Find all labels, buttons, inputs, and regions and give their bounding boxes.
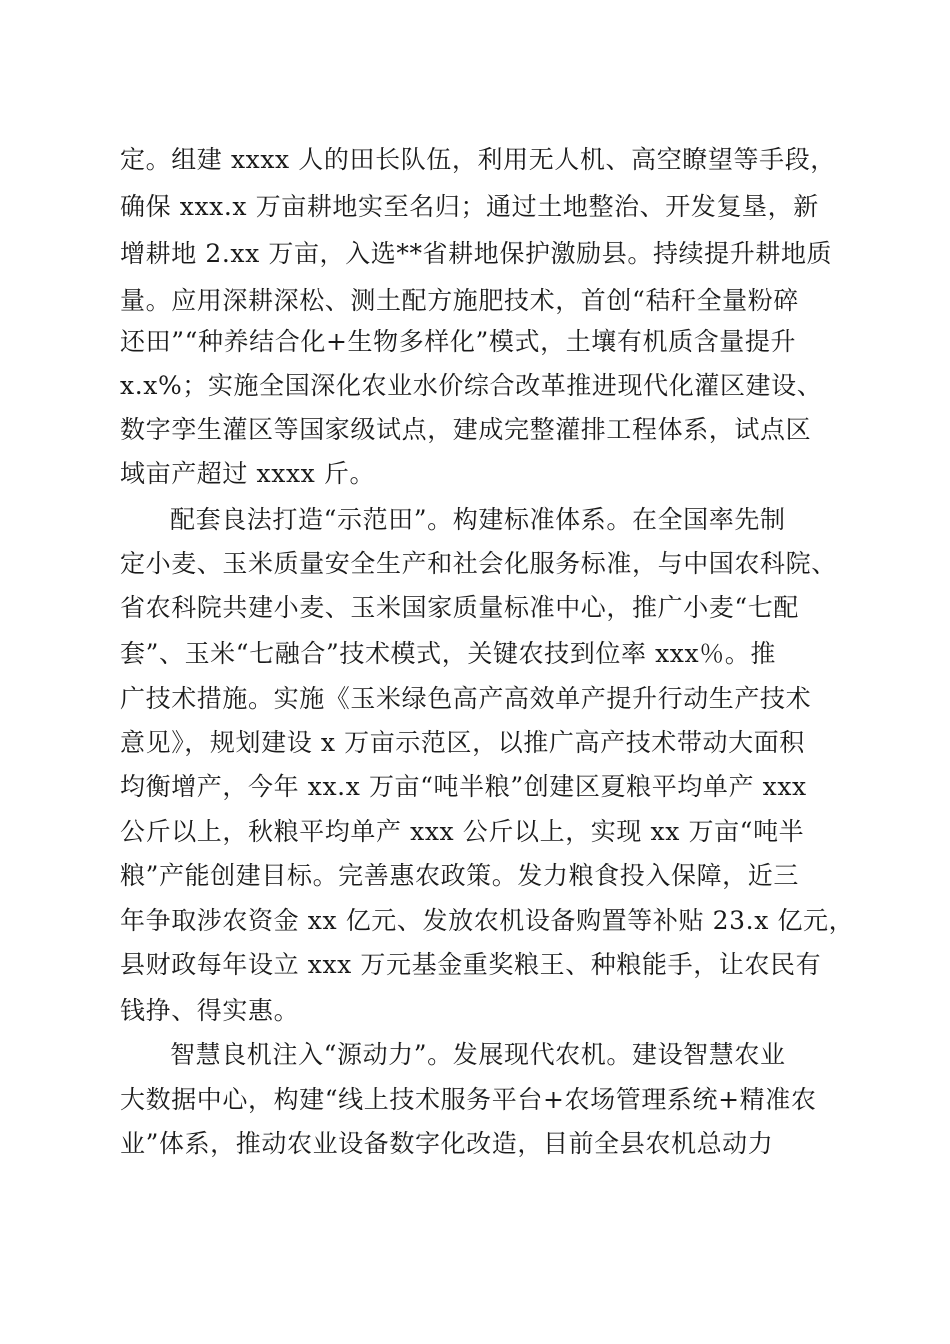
- text-line: 公斤以上，秋粮平均单产 xxx 公斤以上，实现 xx 万亩“吨半: [120, 817, 805, 846]
- text-line: 确保 xxx.x 万亩耕地实至名归；通过土地整治、开发复垦，新: [120, 192, 819, 221]
- text-line: 定。组建 xxxx 人的田长队伍，利用无人机、高空瞭望等手段，: [120, 145, 836, 174]
- text-line: 域亩产超过 xxxx 斤。: [120, 459, 376, 488]
- text-line: 粮”产能创建目标。完善惠农政策。发力粮食投入保障，近三: [120, 861, 799, 890]
- text-line: 还田”“种养结合化+生物多样化”模式，土壤有机质含量提升: [120, 327, 797, 356]
- text-line: 业”体系，推动农业设备数字化改造，目前全县农机总动力: [120, 1129, 774, 1158]
- text-line: 数字孪生灌区等国家级试点，建成完整灌排工程体系，试点区: [120, 415, 812, 444]
- text-line: 意见》，规划建设 x 万亩示范区，以推广高产技术带动大面积: [120, 728, 805, 757]
- text-line: 定小麦、玉米质量安全生产和社会化服务标准，与中国农科院、: [120, 549, 837, 578]
- text-line: 省农科院共建小麦、玉米国家质量标准中心，推广小麦“七配: [120, 593, 799, 622]
- text-line: 量。应用深耕深松、测土配方施肥技术，首创“秸秆全量粉碎: [120, 286, 799, 315]
- text-line: 增耕地 2.xx 万亩，入选**省耕地保护激励县。持续提升耕地质: [120, 239, 833, 268]
- text-line: 钱挣、得实惠。: [120, 996, 300, 1025]
- text-line: 套”、玉米“七融合”技术模式，关键农技到位率 xxx％。推: [120, 639, 776, 668]
- paragraph-heading-line: 配套良法打造“示范田”。构建标准体系。在全国率先制: [170, 505, 786, 534]
- text-line: 县财政每年设立 xxx 万元基金重奖粮王、种粮能手，让农民有: [120, 950, 822, 979]
- text-line: x.x%；实施全国深化农业水价综合改革推进现代化灌区建设、: [120, 371, 823, 400]
- paragraph-heading-line: 智慧良机注入“源动力”。发展现代农机。建设智慧农业: [170, 1040, 786, 1069]
- text-line: 均衡增产，今年 xx.x 万亩“吨半粮”创建区夏粮平均单产 xxx: [120, 772, 807, 801]
- text-line: 大数据中心，构建“线上技术服务平台+农场管理系统+精准农: [120, 1085, 817, 1114]
- text-line: 年争取涉农资金 xx 亿元、发放农机设备购置等补贴 23.x 亿元，: [120, 906, 855, 935]
- text-line: 广技术措施。实施《玉米绿色高产高效单产提升行动生产技术: [120, 684, 812, 713]
